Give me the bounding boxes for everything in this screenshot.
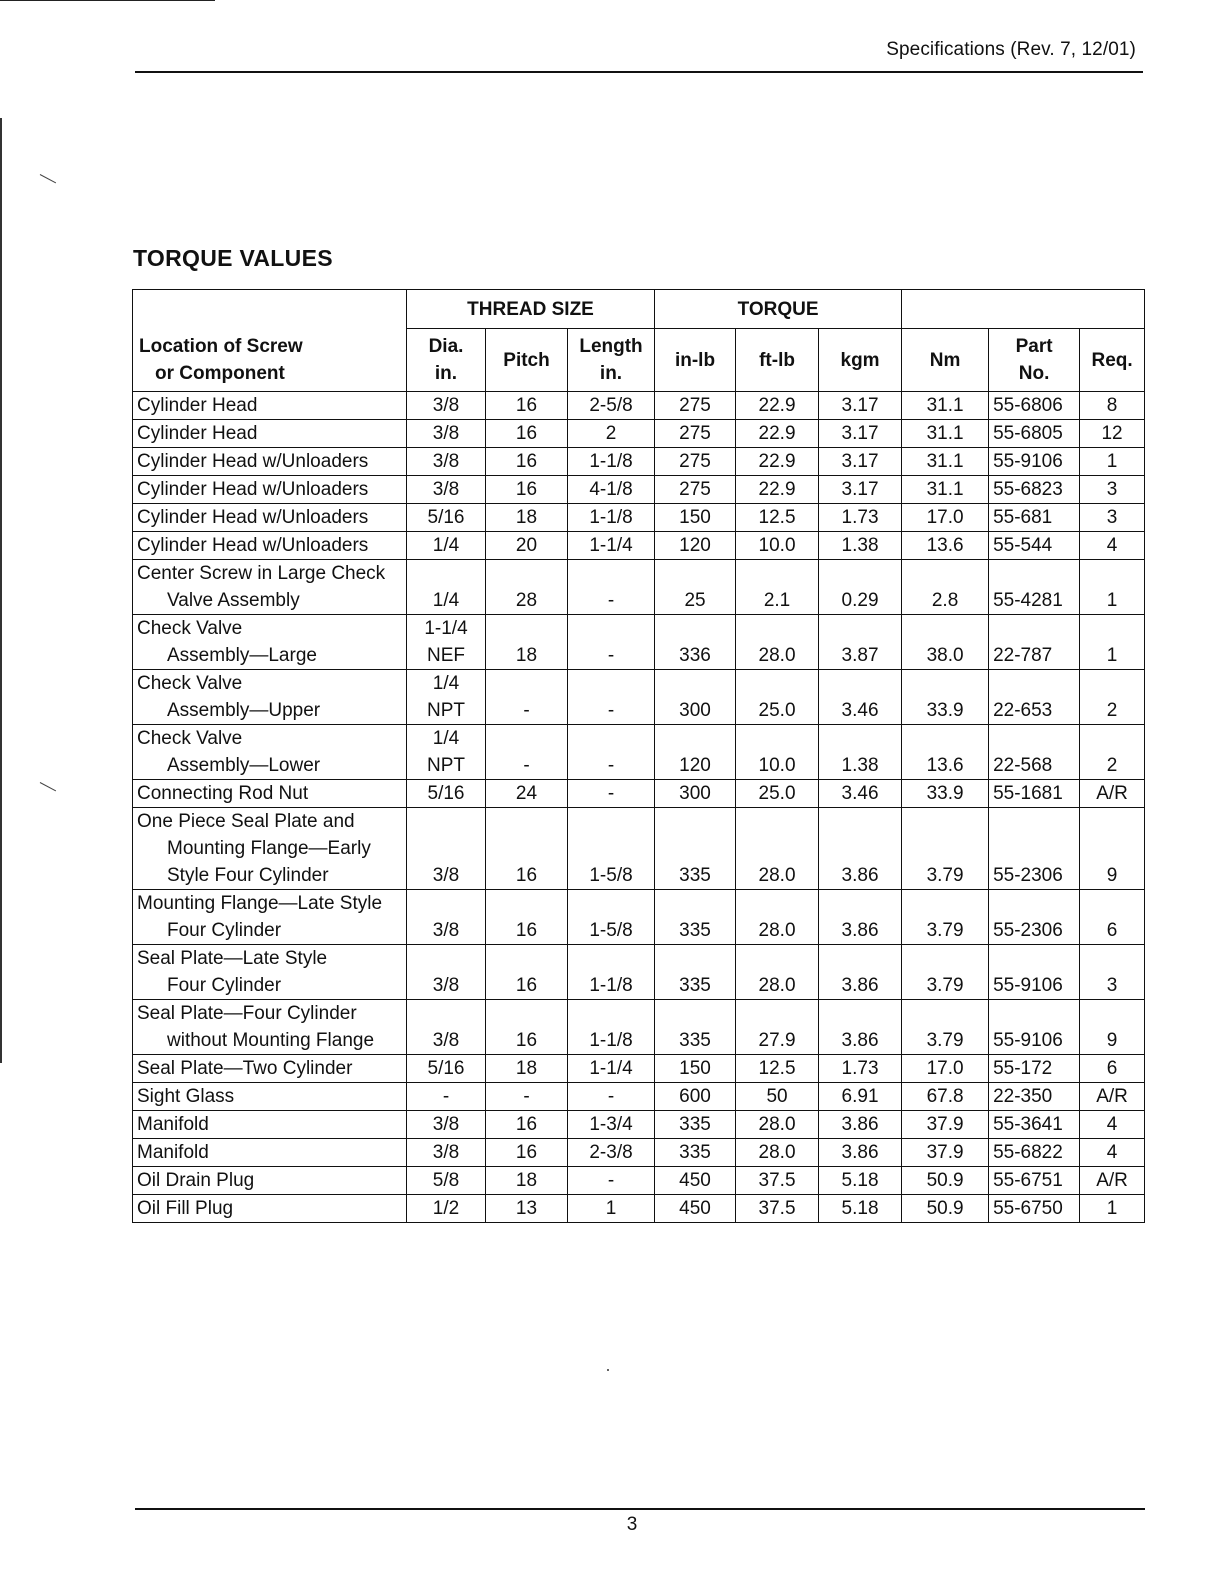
pitch-cell: 16	[486, 808, 568, 890]
dia-cell: 5/16	[407, 780, 486, 808]
req-cell: 9	[1080, 808, 1145, 890]
kgm-cell: 6.91	[819, 1083, 902, 1111]
in-lb-cell: 335	[655, 890, 736, 945]
ft-lb-cell: 28.0	[736, 945, 819, 1000]
kgm-cell: 3.87	[819, 615, 902, 670]
group-header-row	[133, 290, 1145, 329]
nm-cell: 67.8	[902, 1083, 989, 1111]
kgm-cell: 1.38	[819, 725, 902, 780]
ft-lb-cell: 22.9	[736, 448, 819, 476]
kgm-cell: 1.73	[819, 504, 902, 532]
location-cell: Check Valve Assembly—Large	[133, 615, 407, 670]
table-row	[133, 1055, 1145, 1083]
kgm-column-header: kgm	[819, 329, 902, 392]
dia-column-header: Dia. in.	[407, 329, 486, 392]
length-cell: 4-1/8	[568, 476, 655, 504]
in-lb-cell: 335	[655, 1000, 736, 1055]
part-no-cell: 22-568	[989, 725, 1080, 780]
pitch-cell: 24	[486, 780, 568, 808]
part-no-cell: 55-9106	[989, 448, 1080, 476]
req-cell: 12	[1080, 420, 1145, 448]
dia-cell: 3/8	[407, 1139, 486, 1167]
dia-cell: 1/2	[407, 1195, 486, 1223]
length-cell: 1-5/8	[568, 808, 655, 890]
length-cell: 2-5/8	[568, 392, 655, 420]
kgm-cell: 5.18	[819, 1167, 902, 1195]
torque-values-table	[132, 289, 1145, 1223]
location-cell: Mounting Flange—Late Style Four Cylinder	[133, 890, 407, 945]
dia-cell: 1/4 NPT	[407, 725, 486, 780]
part-no-cell: 55-9106	[989, 945, 1080, 1000]
pitch-cell: 18	[486, 1055, 568, 1083]
req-cell: 4	[1080, 1139, 1145, 1167]
part-no-cell: 55-9106	[989, 1000, 1080, 1055]
in-lb-cell: 450	[655, 1195, 736, 1223]
kgm-cell: 3.86	[819, 890, 902, 945]
table-row	[133, 1083, 1145, 1111]
dia-cell: 3/8	[407, 890, 486, 945]
part-no-cell: 55-2306	[989, 890, 1080, 945]
part-no-cell: 55-6805	[989, 420, 1080, 448]
length-cell: 1-1/8	[568, 945, 655, 1000]
location-cell: One Piece Seal Plate and Mounting Flange—Early Style Four Cylinder	[133, 808, 407, 890]
scan-speck	[607, 1369, 609, 1371]
part-no-cell: 22-350	[989, 1083, 1080, 1111]
length-cell: 1-3/4	[568, 1111, 655, 1139]
location-cell: Connecting Rod Nut	[133, 780, 407, 808]
kgm-cell: 3.86	[819, 1000, 902, 1055]
kgm-cell: 3.17	[819, 420, 902, 448]
in-lb-cell: 600	[655, 1083, 736, 1111]
length-cell: 1	[568, 1195, 655, 1223]
req-cell: 4	[1080, 532, 1145, 560]
ft-lb-cell: 10.0	[736, 725, 819, 780]
kgm-cell: 3.86	[819, 1111, 902, 1139]
dia-cell: 5/8	[407, 1167, 486, 1195]
table-row	[133, 1139, 1145, 1167]
kgm-cell: 3.86	[819, 945, 902, 1000]
location-cell: Cylinder Head	[133, 392, 407, 420]
nm-cell: 33.9	[902, 780, 989, 808]
length-cell: -	[568, 725, 655, 780]
req-cell: 6	[1080, 890, 1145, 945]
table-row	[133, 392, 1145, 420]
nm-cell: 3.79	[902, 808, 989, 890]
dia-cell: 3/8	[407, 808, 486, 890]
nm-cell: 31.1	[902, 420, 989, 448]
part-no-cell: 55-681	[989, 504, 1080, 532]
location-cell: Cylinder Head w/Unloaders	[133, 504, 407, 532]
location-cell: Cylinder Head	[133, 420, 407, 448]
in-lb-cell: 120	[655, 725, 736, 780]
nm-column-header: Nm	[902, 329, 989, 392]
pitch-cell: -	[486, 1083, 568, 1111]
part-no-cell: 55-6822	[989, 1139, 1080, 1167]
location-cell: Sight Glass	[133, 1083, 407, 1111]
pitch-cell: 16	[486, 448, 568, 476]
pitch-cell: 13	[486, 1195, 568, 1223]
length-cell: 1-5/8	[568, 890, 655, 945]
ft-lb-cell: 37.5	[736, 1195, 819, 1223]
in-lb-cell: 335	[655, 808, 736, 890]
header-rule	[135, 71, 1143, 73]
req-cell: A/R	[1080, 1083, 1145, 1111]
location-cell: Cylinder Head w/Unloaders	[133, 448, 407, 476]
table-row	[133, 560, 1145, 615]
in-lb-cell: 25	[655, 560, 736, 615]
in-lb-cell: 450	[655, 1167, 736, 1195]
in-lb-column-header: in-lb	[655, 329, 736, 392]
req-cell: 3	[1080, 504, 1145, 532]
ft-lb-cell: 28.0	[736, 1111, 819, 1139]
dia-cell: 1/4	[407, 532, 486, 560]
nm-cell: 3.79	[902, 1000, 989, 1055]
in-lb-cell: 300	[655, 670, 736, 725]
nm-cell: 31.1	[902, 476, 989, 504]
location-cell: Manifold	[133, 1139, 407, 1167]
pitch-cell: 16	[486, 1139, 568, 1167]
table-row	[133, 780, 1145, 808]
dia-cell: 3/8	[407, 420, 486, 448]
pitch-cell: 16	[486, 1111, 568, 1139]
ft-lb-cell: 2.1	[736, 560, 819, 615]
req-cell: 4	[1080, 1111, 1145, 1139]
length-cell: -	[568, 1167, 655, 1195]
location-cell: Manifold	[133, 1111, 407, 1139]
dia-cell: 1/4	[407, 560, 486, 615]
part-no-cell: 55-172	[989, 1055, 1080, 1083]
table-row	[133, 1195, 1145, 1223]
nm-cell: 50.9	[902, 1195, 989, 1223]
table-row	[133, 615, 1145, 670]
part-no-cell: 55-2306	[989, 808, 1080, 890]
location-cell: Oil Drain Plug	[133, 1167, 407, 1195]
location-group-header	[133, 290, 407, 329]
footer-rule	[135, 1508, 1145, 1510]
length-cell: 2	[568, 420, 655, 448]
pitch-cell: 18	[486, 1167, 568, 1195]
req-cell: 1	[1080, 448, 1145, 476]
length-cell: -	[568, 560, 655, 615]
nm-cell: 33.9	[902, 670, 989, 725]
req-cell: 3	[1080, 945, 1145, 1000]
req-cell: 2	[1080, 725, 1145, 780]
kgm-cell: 5.18	[819, 1195, 902, 1223]
table-row	[133, 476, 1145, 504]
req-cell: A/R	[1080, 1167, 1145, 1195]
req-cell: 1	[1080, 560, 1145, 615]
table-row	[133, 420, 1145, 448]
table-row	[133, 808, 1145, 890]
dia-cell: -	[407, 1083, 486, 1111]
pitch-cell: 16	[486, 392, 568, 420]
table-row	[133, 504, 1145, 532]
req-cell: 1	[1080, 615, 1145, 670]
dia-cell: 3/8	[407, 392, 486, 420]
ft-lb-cell: 22.9	[736, 476, 819, 504]
location-column-header: Location of Screw or Component	[133, 329, 407, 392]
in-lb-cell: 335	[655, 1111, 736, 1139]
dia-cell: 5/16	[407, 504, 486, 532]
dia-cell: 3/8	[407, 945, 486, 1000]
column-header-row	[133, 329, 1145, 392]
pitch-cell: 16	[486, 890, 568, 945]
location-cell: Seal Plate—Late Style Four Cylinder	[133, 945, 407, 1000]
dia-cell: 1/4 NPT	[407, 670, 486, 725]
ft-lb-cell: 28.0	[736, 615, 819, 670]
ft-lb-cell: 50	[736, 1083, 819, 1111]
ft-lb-cell: 28.0	[736, 808, 819, 890]
scan-tick-mark	[40, 782, 56, 791]
ft-lb-cell: 37.5	[736, 1167, 819, 1195]
nm-cell: 13.6	[902, 532, 989, 560]
length-cell: -	[568, 615, 655, 670]
pitch-cell: 18	[486, 615, 568, 670]
dia-cell: 5/16	[407, 1055, 486, 1083]
table-row	[133, 725, 1145, 780]
location-cell: Center Screw in Large Check Valve Assembly	[133, 560, 407, 615]
pitch-cell: -	[486, 725, 568, 780]
ft-lb-cell: 27.9	[736, 1000, 819, 1055]
pitch-cell: 16	[486, 945, 568, 1000]
ft-lb-cell: 22.9	[736, 392, 819, 420]
nm-cell: 3.79	[902, 945, 989, 1000]
table-row	[133, 532, 1145, 560]
nm-cell: 31.1	[902, 392, 989, 420]
part-no-cell: 55-3641	[989, 1111, 1080, 1139]
table-row	[133, 1111, 1145, 1139]
req-cell: 2	[1080, 670, 1145, 725]
dia-cell: 3/8	[407, 448, 486, 476]
nm-cell: 31.1	[902, 448, 989, 476]
part-no-cell: 55-6823	[989, 476, 1080, 504]
length-cell: 1-1/8	[568, 1000, 655, 1055]
pitch-cell: 16	[486, 1000, 568, 1055]
in-lb-cell: 275	[655, 448, 736, 476]
scan-left-edge	[0, 118, 2, 1063]
kgm-cell: 3.46	[819, 780, 902, 808]
blank-group-header	[902, 290, 1145, 329]
nm-cell: 13.6	[902, 725, 989, 780]
thread-size-group-header: THREAD SIZE	[407, 290, 655, 329]
part-no-cell: 55-6751	[989, 1167, 1080, 1195]
ft-lb-cell: 10.0	[736, 532, 819, 560]
ft-lb-cell: 28.0	[736, 1139, 819, 1167]
table-row	[133, 448, 1145, 476]
kgm-cell: 0.29	[819, 560, 902, 615]
part-no-cell: 55-6806	[989, 392, 1080, 420]
in-lb-cell: 120	[655, 532, 736, 560]
part-no-column-header: Part No.	[989, 329, 1080, 392]
length-cell: -	[568, 670, 655, 725]
ft-lb-cell: 12.5	[736, 504, 819, 532]
ft-lb-cell: 28.0	[736, 890, 819, 945]
part-no-cell: 55-4281	[989, 560, 1080, 615]
pitch-cell: -	[486, 670, 568, 725]
pitch-cell: 28	[486, 560, 568, 615]
part-no-cell: 55-1681	[989, 780, 1080, 808]
in-lb-cell: 336	[655, 615, 736, 670]
ft-lb-cell: 22.9	[736, 420, 819, 448]
in-lb-cell: 275	[655, 420, 736, 448]
in-lb-cell: 335	[655, 1139, 736, 1167]
table-row	[133, 670, 1145, 725]
location-cell: Cylinder Head w/Unloaders	[133, 476, 407, 504]
table-row	[133, 890, 1145, 945]
nm-cell: 17.0	[902, 1055, 989, 1083]
req-cell: 8	[1080, 392, 1145, 420]
kgm-cell: 3.17	[819, 392, 902, 420]
req-cell: A/R	[1080, 780, 1145, 808]
req-column-header: Req.	[1080, 329, 1145, 392]
part-no-cell: 22-653	[989, 670, 1080, 725]
in-lb-cell: 335	[655, 945, 736, 1000]
table-row	[133, 945, 1145, 1000]
req-cell: 1	[1080, 1195, 1145, 1223]
dia-cell: 3/8	[407, 1111, 486, 1139]
dia-cell: 1-1/4 NEF	[407, 615, 486, 670]
part-no-cell: 55-6750	[989, 1195, 1080, 1223]
nm-cell: 3.79	[902, 890, 989, 945]
location-cell: Check Valve Assembly—Lower	[133, 725, 407, 780]
torque-table-body	[133, 392, 1145, 1223]
page-number: 3	[626, 1514, 638, 1535]
table-row	[133, 1000, 1145, 1055]
ft-lb-column-header: ft-lb	[736, 329, 819, 392]
in-lb-cell: 300	[655, 780, 736, 808]
ft-lb-cell: 25.0	[736, 780, 819, 808]
pitch-cell: 20	[486, 532, 568, 560]
length-cell: 1-1/4	[568, 532, 655, 560]
in-lb-cell: 150	[655, 1055, 736, 1083]
length-cell: -	[568, 780, 655, 808]
nm-cell: 37.9	[902, 1139, 989, 1167]
pitch-cell: 18	[486, 504, 568, 532]
length-cell: 2-3/8	[568, 1139, 655, 1167]
nm-cell: 50.9	[902, 1167, 989, 1195]
kgm-cell: 1.73	[819, 1055, 902, 1083]
in-lb-cell: 275	[655, 392, 736, 420]
location-cell: Oil Fill Plug	[133, 1195, 407, 1223]
ft-lb-cell: 12.5	[736, 1055, 819, 1083]
kgm-cell: 3.86	[819, 1139, 902, 1167]
length-cell: -	[568, 1083, 655, 1111]
kgm-cell: 3.86	[819, 808, 902, 890]
part-no-cell: 55-544	[989, 532, 1080, 560]
section-title: TORQUE VALUES	[133, 245, 333, 271]
kgm-cell: 3.17	[819, 448, 902, 476]
pitch-cell: 16	[486, 420, 568, 448]
nm-cell: 17.0	[902, 504, 989, 532]
kgm-cell: 3.46	[819, 670, 902, 725]
torque-group-header: TORQUE	[655, 290, 902, 329]
length-column-header: Length in.	[568, 329, 655, 392]
location-cell: Check Valve Assembly—Upper	[133, 670, 407, 725]
dia-cell: 3/8	[407, 476, 486, 504]
kgm-cell: 3.17	[819, 476, 902, 504]
req-cell: 9	[1080, 1000, 1145, 1055]
req-cell: 6	[1080, 1055, 1145, 1083]
scan-tick-mark	[40, 174, 56, 183]
kgm-cell: 1.38	[819, 532, 902, 560]
nm-cell: 38.0	[902, 615, 989, 670]
length-cell: 1-1/4	[568, 1055, 655, 1083]
dia-cell: 3/8	[407, 1000, 486, 1055]
pitch-cell: 16	[486, 476, 568, 504]
nm-cell: 37.9	[902, 1111, 989, 1139]
length-cell: 1-1/8	[568, 448, 655, 476]
location-cell: Cylinder Head w/Unloaders	[133, 532, 407, 560]
table-row	[133, 1167, 1145, 1195]
page-header-title: Specifications (Rev. 7, 12/01)	[886, 39, 1136, 60]
scan-corner-mark	[0, 0, 215, 1]
req-cell: 3	[1080, 476, 1145, 504]
part-no-cell: 22-787	[989, 615, 1080, 670]
length-cell: 1-1/8	[568, 504, 655, 532]
in-lb-cell: 275	[655, 476, 736, 504]
location-cell: Seal Plate—Two Cylinder	[133, 1055, 407, 1083]
nm-cell: 2.8	[902, 560, 989, 615]
location-cell: Seal Plate—Four Cylinder without Mounting Flange	[133, 1000, 407, 1055]
pitch-column-header: Pitch	[486, 329, 568, 392]
in-lb-cell: 150	[655, 504, 736, 532]
ft-lb-cell: 25.0	[736, 670, 819, 725]
